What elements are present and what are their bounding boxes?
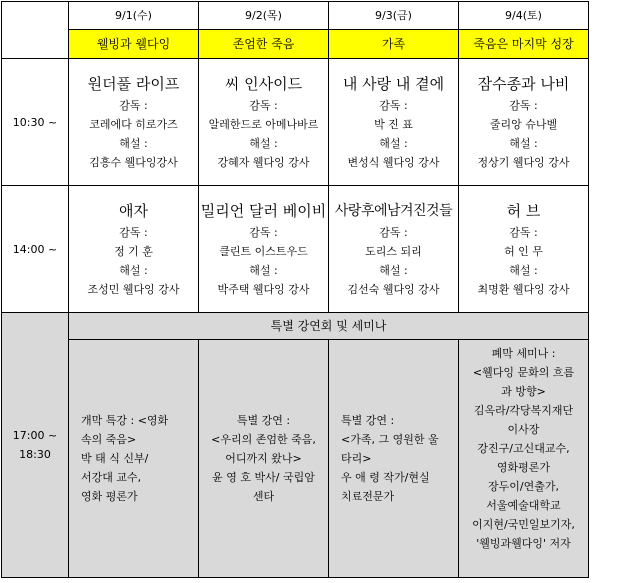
lecture-line: 강진구/고신대교수, bbox=[477, 442, 570, 455]
lecture-line: <우리의 존엄한 죽음, bbox=[211, 433, 316, 446]
lecture-line: 특별 강연 : bbox=[341, 414, 395, 427]
date-cell: 9/1(수) bbox=[69, 2, 199, 30]
film-cell bbox=[199, 186, 329, 313]
lecture-line: 서울예술대학교 bbox=[486, 499, 561, 512]
director-label: 감독 : bbox=[509, 99, 538, 112]
theme-row bbox=[2, 30, 589, 59]
director-label: 감독 : bbox=[379, 99, 408, 112]
lecture-line: 타리> bbox=[341, 452, 372, 465]
lecture-line: 김옥라/각당복지재단 bbox=[473, 404, 574, 417]
film-cell bbox=[199, 59, 329, 186]
lecture-line: 서강대 교수, bbox=[81, 471, 142, 484]
lecture-line: 센타 bbox=[252, 490, 275, 503]
lecture-line: 과 방향> bbox=[501, 385, 546, 398]
commentator-name: 조성민 웰다잉 강사 bbox=[87, 283, 180, 296]
theme-cell: 가족 bbox=[329, 30, 459, 59]
director-label: 감독 : bbox=[379, 226, 408, 239]
director-name: 박 진 표 bbox=[374, 118, 413, 131]
lecture-line: 우 애 령 작가/현실 bbox=[341, 471, 430, 484]
commentator-name: 김흥수 웰다잉강사 bbox=[89, 156, 178, 169]
director-name: 허 인 무 bbox=[504, 245, 543, 258]
lecture-line: 속의 죽음> bbox=[81, 433, 137, 446]
film-title: 애자 bbox=[119, 202, 148, 220]
lecture-line: '웰빙과웰다잉' 저자 bbox=[476, 537, 571, 550]
date-row bbox=[2, 2, 589, 30]
lecture-line: 장두이/연출가, bbox=[488, 480, 559, 493]
session-row-1400 bbox=[2, 186, 589, 313]
lecture-line: 영화평론가 bbox=[496, 461, 551, 474]
commentary-label: 해설 : bbox=[119, 264, 148, 277]
commentary-label: 해설 : bbox=[379, 264, 408, 277]
corner-cell bbox=[2, 2, 69, 59]
commentary-label: 해설 : bbox=[119, 137, 148, 150]
film-cell bbox=[459, 59, 589, 186]
commentator-name: 최명환 웰다잉 강사 bbox=[477, 283, 570, 296]
theme-cell: 죽음은 마지막 성장 bbox=[459, 30, 589, 59]
date-cell: 9/3(금) bbox=[329, 2, 459, 30]
commentator-name: 강혜자 웰다잉 강사 bbox=[217, 156, 310, 169]
evening-time-end: 18:30 bbox=[19, 448, 51, 461]
lecture-line: 이지현/국민일보기자, bbox=[472, 518, 575, 531]
time-cell: 10:30 ~ bbox=[2, 59, 69, 186]
theme-cell: 웰빙과 웰다잉 bbox=[69, 30, 199, 59]
schedule-table bbox=[1, 1, 589, 578]
film-cell bbox=[329, 59, 459, 186]
film-cell bbox=[69, 186, 199, 313]
theme-cell: 존엄한 죽음 bbox=[199, 30, 329, 59]
film-title: 사랑후에남겨진것들 bbox=[334, 203, 453, 219]
evening-time-start: 17:00 ~ bbox=[12, 429, 58, 442]
lecture-line: 어디까지 왔나> bbox=[225, 452, 302, 465]
lecture-line: 치료전문가 bbox=[341, 490, 395, 503]
lecture-cell-day2 bbox=[199, 340, 329, 578]
director-label: 감독 : bbox=[249, 99, 278, 112]
director-name: 도리스 되리 bbox=[365, 245, 422, 258]
commentator-name: 정상기 웰다잉 강사 bbox=[477, 156, 570, 169]
lecture-line: 이사장 bbox=[507, 423, 540, 436]
film-title: 밀리언 달러 베이비 bbox=[200, 202, 327, 220]
film-title: 씨 인사이드 bbox=[224, 75, 303, 93]
director-label: 감독 : bbox=[509, 226, 538, 239]
film-cell bbox=[69, 59, 199, 186]
evening-time-cell bbox=[2, 313, 69, 578]
commentator-name: 박주택 웰다잉 강사 bbox=[217, 283, 310, 296]
director-name: 줄리앙 슈나벨 bbox=[489, 118, 558, 131]
lecture-line: 영화 평론가 bbox=[81, 490, 138, 503]
film-title: 허 브 bbox=[506, 202, 541, 220]
director-label: 감독 : bbox=[119, 99, 148, 112]
commentary-label: 해설 : bbox=[509, 264, 538, 277]
commentary-label: 해설 : bbox=[249, 137, 278, 150]
commentary-label: 해설 : bbox=[509, 137, 538, 150]
lecture-line: 폐막 세미나 : bbox=[491, 347, 556, 360]
commentary-label: 해설 : bbox=[249, 264, 278, 277]
commentator-name: 변성식 웰다잉 강사 bbox=[347, 156, 440, 169]
lecture-cell-day3 bbox=[329, 340, 459, 578]
date-cell: 9/4(토) bbox=[459, 2, 589, 30]
director-label: 감독 : bbox=[249, 226, 278, 239]
evening-header: 특별 강연회 및 세미나 bbox=[69, 313, 589, 340]
director-name: 클린트 이스트우드 bbox=[219, 245, 308, 258]
director-name: 정 기 훈 bbox=[114, 245, 153, 258]
evening-row bbox=[2, 340, 589, 578]
director-name: 알레한드로 아메나바르 bbox=[208, 118, 319, 131]
film-title: 잠수종과 나비 bbox=[477, 75, 570, 93]
film-title: 원더풀 라이프 bbox=[87, 75, 180, 93]
lecture-line: 박 태 식 신부/ bbox=[81, 452, 149, 465]
session-row-1030 bbox=[2, 59, 589, 186]
film-cell bbox=[329, 186, 459, 313]
commentator-name: 김선숙 웰다잉 강사 bbox=[347, 283, 440, 296]
film-cell bbox=[459, 186, 589, 313]
director-label: 감독 : bbox=[119, 226, 148, 239]
lecture-line: 윤 영 호 박사/ 국립암 bbox=[212, 471, 315, 484]
director-name: 코레에다 히로가즈 bbox=[89, 118, 178, 131]
film-title: 내 사랑 내 곁에 bbox=[342, 75, 445, 93]
lecture-line: <가족, 그 영원한 울 bbox=[341, 433, 439, 446]
commentary-label: 해설 : bbox=[379, 137, 408, 150]
date-cell: 9/2(목) bbox=[199, 2, 329, 30]
evening-header-row bbox=[2, 313, 589, 340]
lecture-cell-day4 bbox=[459, 340, 589, 578]
lecture-line: 개막 특강 : <영화 bbox=[81, 414, 169, 427]
time-cell: 14:00 ~ bbox=[2, 186, 69, 313]
lecture-cell-day1 bbox=[69, 340, 199, 578]
lecture-line: <웰다잉 문화의 흐름 bbox=[472, 366, 575, 379]
lecture-line: 특별 강연 : bbox=[236, 414, 291, 427]
